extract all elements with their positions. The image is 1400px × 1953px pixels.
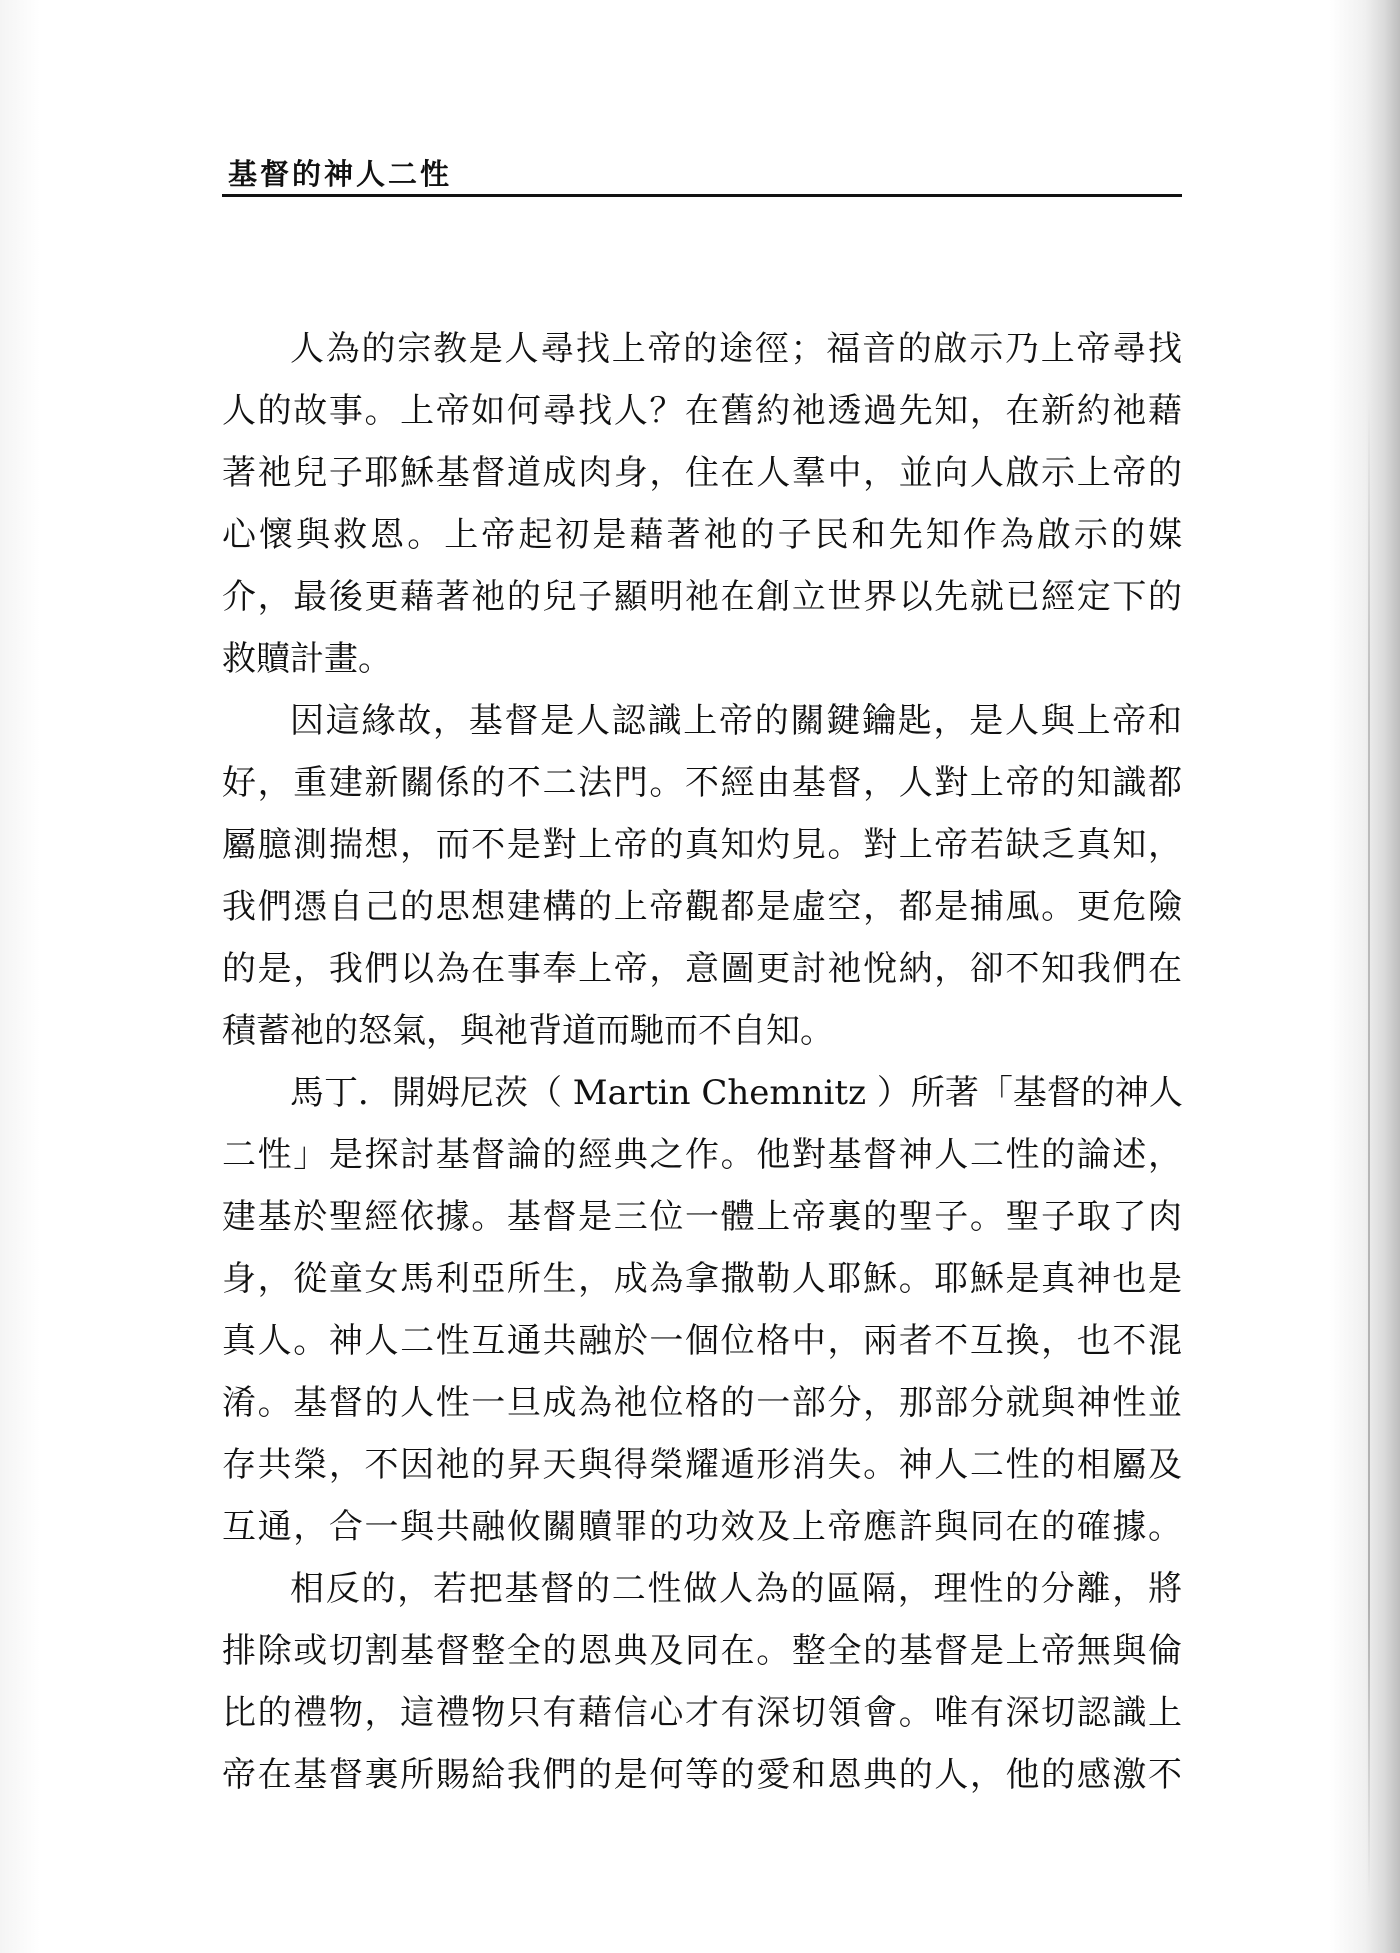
page-gutter-shadow — [1368, 400, 1370, 1900]
header-rule — [222, 194, 1182, 197]
text-line: 建基於聖經依據。基督是三位一體上帝裏的聖子。聖子取了肉 — [222, 1197, 1182, 1237]
text-line: 帝在基督裏所賜給我們的是何等的愛和恩典的人，他的感激不 — [222, 1755, 1182, 1795]
running-head: 基督的神人二性 — [228, 157, 453, 191]
paragraph — [222, 1062, 1182, 1558]
paragraph — [222, 1558, 1182, 1806]
text-line: 排除或切割基督整全的恩典及同在。整全的基督是上帝無與倫 — [222, 1631, 1182, 1671]
text-line: 著祂兒子耶穌基督道成肉身，住在人羣中，並向人啟示上帝的 — [222, 453, 1182, 493]
text-line: 屬臆測揣想，而不是對上帝的真知灼見。對上帝若缺乏真知， — [222, 825, 1182, 865]
text-line: 淆。基督的人性一旦成為祂位格的一部分，那部分就與神性並 — [222, 1383, 1182, 1423]
text-line: 真人。神人二性互通共融於一個位格中，兩者不互換，也不混 — [222, 1321, 1182, 1361]
text-line: 身，從童女馬利亞所生，成為拿撒勒人耶穌。耶穌是真神也是 — [222, 1259, 1182, 1299]
text-line: 比的禮物，這禮物只有藉信心才有深切領會。唯有深切認識上 — [222, 1693, 1182, 1733]
text-line: 救贖計畫。 — [222, 639, 392, 679]
text-line: 心懷與救恩。上帝起初是藉著祂的子民和先知作為啟示的媒 — [222, 515, 1182, 555]
paragraph — [222, 318, 1182, 690]
text-line: 互通，合一與共融攸關贖罪的功效及上帝應許與同在的確據。 — [222, 1507, 1182, 1547]
text-line: 人為的宗教是人尋找上帝的途徑；福音的啟示乃上帝尋找 — [290, 329, 1182, 369]
text-line: 好，重建新關係的不二法門。不經由基督，人對上帝的知識都 — [222, 763, 1182, 803]
text-line: 積蓄祂的怒氣，與祂背道而馳而不自知。 — [222, 1011, 834, 1051]
text-line: 馬丁．開姆尼茨（ Martin Chemnitz ）所著「基督的神人 — [290, 1073, 1183, 1113]
paragraph — [222, 690, 1182, 1062]
text-line: 二性」是探討基督論的經典之作。他對基督神人二性的論述， — [222, 1135, 1182, 1175]
text-line: 人的故事。上帝如何尋找人？在舊約祂透過先知，在新約祂藉 — [222, 391, 1182, 431]
text-line: 存共榮，不因祂的昇天與得榮耀遁形消失。神人二性的相屬及 — [222, 1445, 1182, 1485]
text-line: 的是，我們以為在事奉上帝，意圖更討祂悅納，卻不知我們在 — [222, 949, 1182, 989]
text-line: 因這緣故，基督是人認識上帝的關鍵鑰匙，是人與上帝和 — [290, 701, 1182, 741]
text-line: 相反的，若把基督的二性做人為的區隔，理性的分離，將 — [290, 1569, 1182, 1609]
text-line: 介，最後更藉著祂的兒子顯明祂在創立世界以先就已經定下的 — [222, 577, 1182, 617]
body-text — [222, 318, 1182, 1806]
text-line: 我們憑自己的思想建構的上帝觀都是虛空，都是捕風。更危險 — [222, 887, 1182, 927]
